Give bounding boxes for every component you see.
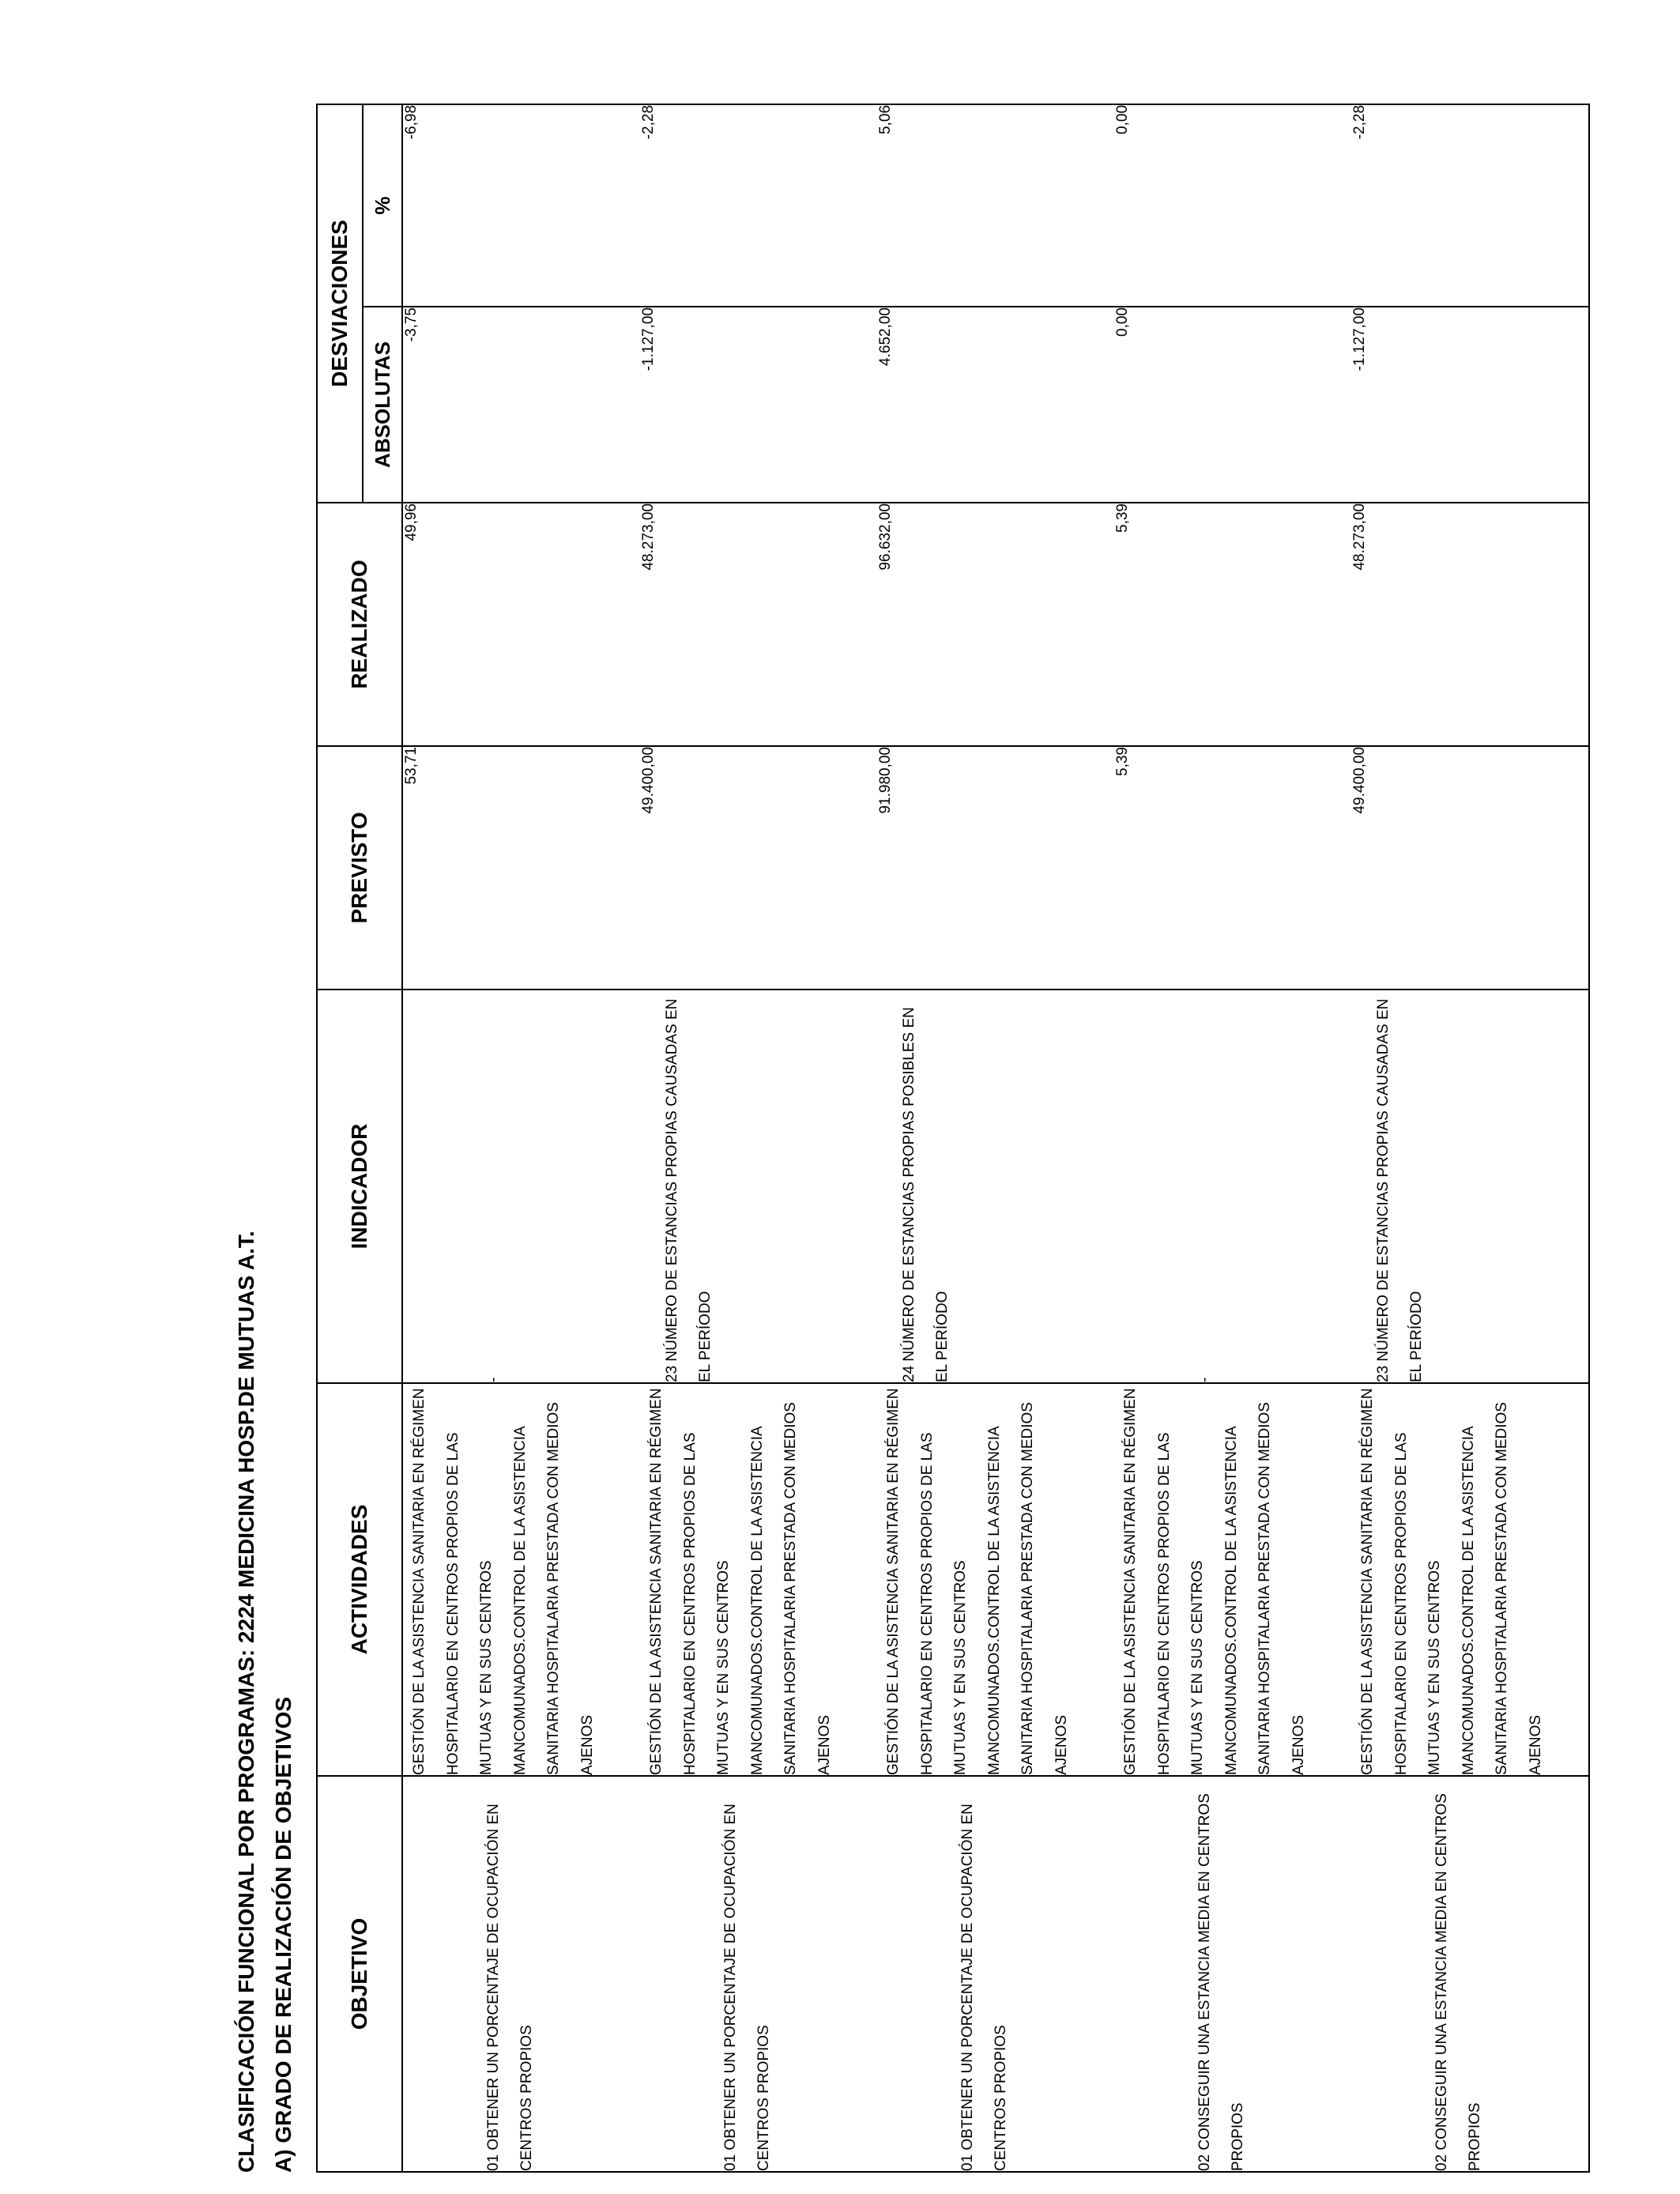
previsto-cell: 49.400,00 — [1351, 747, 1368, 814]
pct-cell: -2,28 — [1351, 104, 1368, 140]
pct-cell: 5,06 — [877, 104, 894, 134]
realizado-cell: 5,39 — [1114, 503, 1131, 533]
pct-cell: -2,28 — [640, 104, 657, 140]
actividades-cell: GESTIÓN DE LA ASISTENCIA SANITARIA EN RÉGIMEN HOSPITALARIO EN CENTROS PROPIOS DE LAS MUTUAS Y EN SUS CENTROS MANCOMUNADOS.CONTROL DE LA ASISTENCIA SANITARIA HOSPITALARIA PRESTADA CON MEDIOS AJENOS — [1359, 1388, 1544, 1775]
header-objetivo: OBJETIVO — [317, 1776, 402, 2172]
previsto-cell: 91.980,00 — [877, 747, 894, 814]
actividades-cell: GESTIÓN DE LA ASISTENCIA SANITARIA EN RÉGIMEN HOSPITALARIO EN CENTROS PROPIOS DE LAS MUTUAS Y EN SUS CENTROS MANCOMUNADOS.CONTROL DE LA ASISTENCIA SANITARIA HOSPITALARIA PRESTADA CON MEDIOS AJENOS — [1122, 1388, 1307, 1775]
actividades-column — [402, 1383, 1589, 1776]
section-subtitle: A) GRADO DE REALIZACIÓN DE OBJETIVOS — [271, 1696, 296, 2173]
absolutas-cell: -1.127,00 — [1351, 307, 1368, 371]
objetivo-cell: 01 OBTENER UN PORCENTAJE DE OCUPACIÓN EN CENTROS PROPIOS — [959, 1804, 1009, 2171]
actividades-cell: GESTIÓN DE LA ASISTENCIA SANITARIA EN RÉGIMEN HOSPITALARIO EN CENTROS PROPIOS DE LAS MUTUAS Y EN SUS CENTROS MANCOMUNADOS.CONTROL DE LA ASISTENCIA SANITARIA HOSPITALARIA PRESTADA CON MEDIOS AJENOS — [411, 1388, 596, 1775]
header-actividades: ACTIVIDADES — [317, 1383, 402, 1776]
actividades-cell: GESTIÓN DE LA ASISTENCIA SANITARIA EN RÉGIMEN HOSPITALARIO EN CENTROS PROPIOS DE LAS MUTUAS Y EN SUS CENTROS MANCOMUNADOS.CONTROL DE LA ASISTENCIA SANITARIA HOSPITALARIA PRESTADA CON MEDIOS AJENOS — [648, 1388, 833, 1775]
indicador-cell: - — [1196, 1377, 1213, 1382]
objetivo-column — [402, 1776, 1589, 2172]
absolutas-column — [402, 307, 1589, 503]
absolutas-cell: -1.127,00 — [640, 307, 657, 371]
pct-cell: -6,98 — [403, 104, 420, 140]
objetivo-cell: 01 OBTENER UN PORCENTAJE DE OCUPACIÓN EN CENTROS PROPIOS — [722, 1804, 772, 2171]
indicador-cell: 23 NÚMERO DE ESTANCIAS PROPIAS CAUSADAS EN EL PERÍODO — [1375, 998, 1425, 1382]
absolutas-cell: 4.652,00 — [877, 307, 894, 366]
objetivo-cell: 02 CONSEGUIR UNA ESTANCIA MEDIA EN CENTROS PROPIOS — [1433, 1793, 1483, 2171]
page-title: CLASIFICACIÓN FUNCIONAL POR PROGRAMAS: 2224 MEDICINA HOSP.DE MUTUAS A.T. — [234, 1231, 258, 2173]
header-indicador: INDICADOR — [317, 990, 402, 1383]
objectives-table — [316, 104, 1590, 2173]
realizado-cell: 49,96 — [403, 503, 420, 541]
realizado-cell: 48.273,00 — [1351, 503, 1368, 571]
objetivo-cell: 01 OBTENER UN PORCENTAJE DE OCUPACIÓN EN CENTROS PROPIOS — [485, 1804, 535, 2171]
pct-column — [402, 104, 1589, 307]
realizado-cell: 48.273,00 — [640, 503, 657, 571]
realizado-cell: 96.632,00 — [877, 503, 894, 571]
previsto-cell: 53,71 — [403, 747, 420, 785]
header-previsto: PREVISTO — [317, 746, 402, 990]
actividades-cell: GESTIÓN DE LA ASISTENCIA SANITARIA EN RÉGIMEN HOSPITALARIO EN CENTROS PROPIOS DE LAS MUTUAS Y EN SUS CENTROS MANCOMUNADOS.CONTROL DE LA ASISTENCIA SANITARIA HOSPITALARIA PRESTADA CON MEDIOS AJENOS — [885, 1388, 1070, 1775]
absolutas-cell: 0,00 — [1114, 307, 1131, 337]
indicador-cell: 23 NÚMERO DE ESTANCIAS PROPIAS CAUSADAS EN EL PERÍODO — [664, 998, 714, 1382]
indicador-cell: 24 NÚMERO DE ESTANCIAS PROPIAS POSIBLES EN EL PERÍODO — [901, 1007, 951, 1382]
indicador-column — [402, 990, 1589, 1383]
previsto-cell: 49.400,00 — [640, 747, 657, 814]
header-desviaciones: DESVIACIONES — [317, 104, 363, 503]
realizado-column — [402, 503, 1589, 746]
previsto-column — [402, 746, 1589, 990]
absolutas-cell: -3,75 — [403, 307, 420, 342]
indicador-cell: - — [485, 1377, 502, 1382]
objetivo-cell: 02 CONSEGUIR UNA ESTANCIA MEDIA EN CENTROS PROPIOS — [1196, 1793, 1246, 2171]
header-pct: % — [363, 104, 402, 307]
header-absolutas: ABSOLUTAS — [363, 307, 402, 503]
pct-cell: 0,00 — [1114, 104, 1131, 134]
header-realizado: REALIZADO — [317, 503, 402, 746]
previsto-cell: 5,39 — [1114, 747, 1131, 776]
